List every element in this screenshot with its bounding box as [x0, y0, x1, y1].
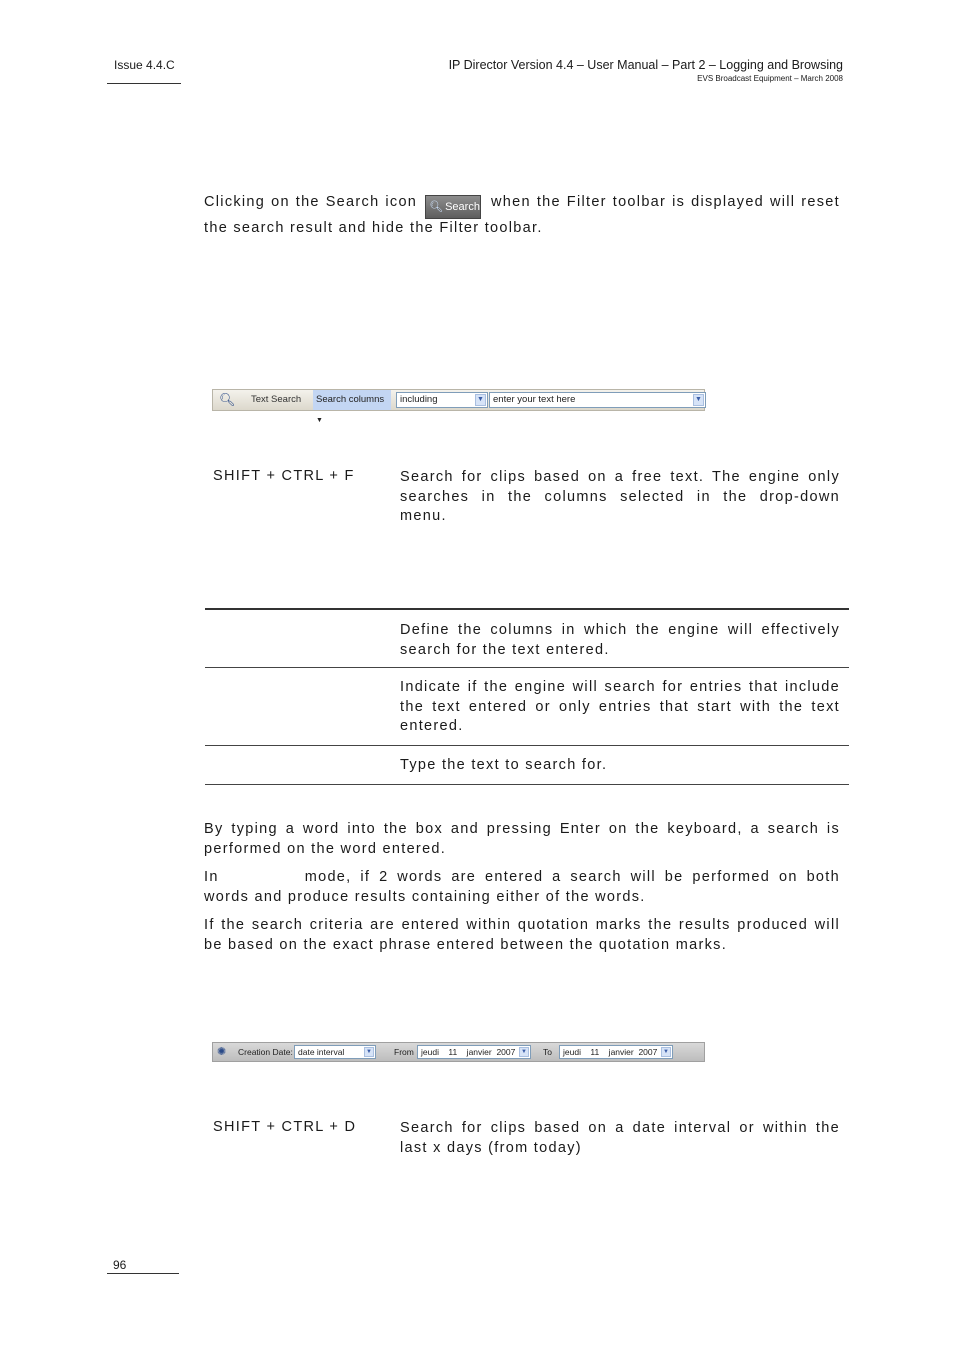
text-search-toolbar — [212, 389, 705, 424]
paragraph-mode-end: mode, if 2 words are entered a search will be performed on both words and produce results containing either of the words. — [204, 869, 840, 905]
table-row — [205, 608, 849, 668]
document-title: IP Director Version 4.4 – User Manual – Part 2 – Logging and Browsing — [448, 58, 843, 72]
paragraph-mode-start: In — [204, 869, 219, 885]
document-subtitle: EVS Broadcast Equipment – March 2008 — [697, 74, 843, 83]
page-number: 96 — [113, 1258, 127, 1272]
table-cell: Type the text to search for. — [400, 757, 608, 773]
chevron-down-icon[interactable]: ▼ — [693, 394, 704, 406]
search-button-label: Search — [445, 201, 480, 213]
date-search-description: Search for clips based on a date interval or within the last x days (from today) — [400, 1120, 840, 1156]
issue-label: Issue 4.4.C — [114, 58, 175, 72]
date-interval-select[interactable] — [294, 1045, 376, 1059]
search-columns-dropdown[interactable] — [313, 390, 391, 424]
intro-paragraph — [204, 193, 840, 239]
chevron-down-icon[interactable]: ▼ — [661, 1047, 671, 1057]
caret-down-icon: ▼ — [316, 417, 323, 424]
mode-select[interactable] — [396, 392, 488, 408]
table-cell: Indicate if the engine will search for entries that include the text entered or only entries that start with the text entered. — [400, 679, 840, 734]
search-text-input[interactable] — [489, 392, 706, 408]
header-rule — [107, 83, 181, 84]
chevron-down-icon[interactable]: ▼ — [519, 1047, 529, 1057]
date-interval-value: date interval — [298, 1047, 345, 1057]
document-header — [449, 58, 843, 83]
calendar-icon: ✺ — [217, 1046, 227, 1058]
date-search-shortcut: SHIFT + CTRL + D — [213, 1119, 357, 1135]
search-columns-label: Search columns — [316, 394, 385, 405]
search-text-placeholder: enter your text here — [493, 394, 576, 405]
search-button-image — [425, 195, 481, 219]
mode-select-value: including — [400, 394, 438, 405]
paragraph-typing: By typing a word into the box and pressing Enter on the keyboard, a search is performed on the word entered. — [204, 821, 840, 857]
magnifier-icon: 🔍︎ — [429, 201, 444, 213]
footer-rule — [107, 1273, 179, 1274]
field-description-table — [205, 608, 849, 785]
to-label: To — [543, 1047, 552, 1057]
from-label: From — [394, 1047, 414, 1057]
to-date-picker[interactable] — [559, 1045, 673, 1059]
paragraph-mode — [204, 868, 840, 907]
intro-text-before: Clicking on the Search icon — [204, 194, 418, 210]
text-search-label: Text Search — [251, 394, 302, 405]
date-search-toolbar — [212, 1042, 705, 1062]
table-row — [205, 668, 849, 746]
table-cell: Define the columns in which the engine will effectively search for the text entered. — [400, 622, 840, 658]
creation-date-label: Creation Date: — [238, 1047, 293, 1057]
intro-text-after: when the Filter toolbar is displayed will reset the search result and hide the Filter toolbar. — [204, 194, 840, 236]
text-search-description: Search for clips based on a free text. The engine only searches in the columns selected in the drop-down menu. — [400, 469, 840, 524]
paragraph-quotes: If the search criteria are entered within quotation marks the results produced will be based on the exact phrase entered between the quotation marks. — [204, 917, 840, 953]
text-search-shortcut: SHIFT + CTRL + F — [213, 468, 355, 484]
table-row — [205, 746, 849, 785]
from-date-value: jeudi 11 janvier 2007 — [421, 1047, 516, 1057]
search-icon[interactable]: 🔍︎ — [219, 392, 236, 407]
chevron-down-icon[interactable]: ▼ — [364, 1047, 374, 1057]
from-date-picker[interactable] — [417, 1045, 531, 1059]
chevron-down-icon[interactable]: ▼ — [475, 394, 486, 406]
to-date-value: jeudi 11 janvier 2007 — [563, 1047, 658, 1057]
